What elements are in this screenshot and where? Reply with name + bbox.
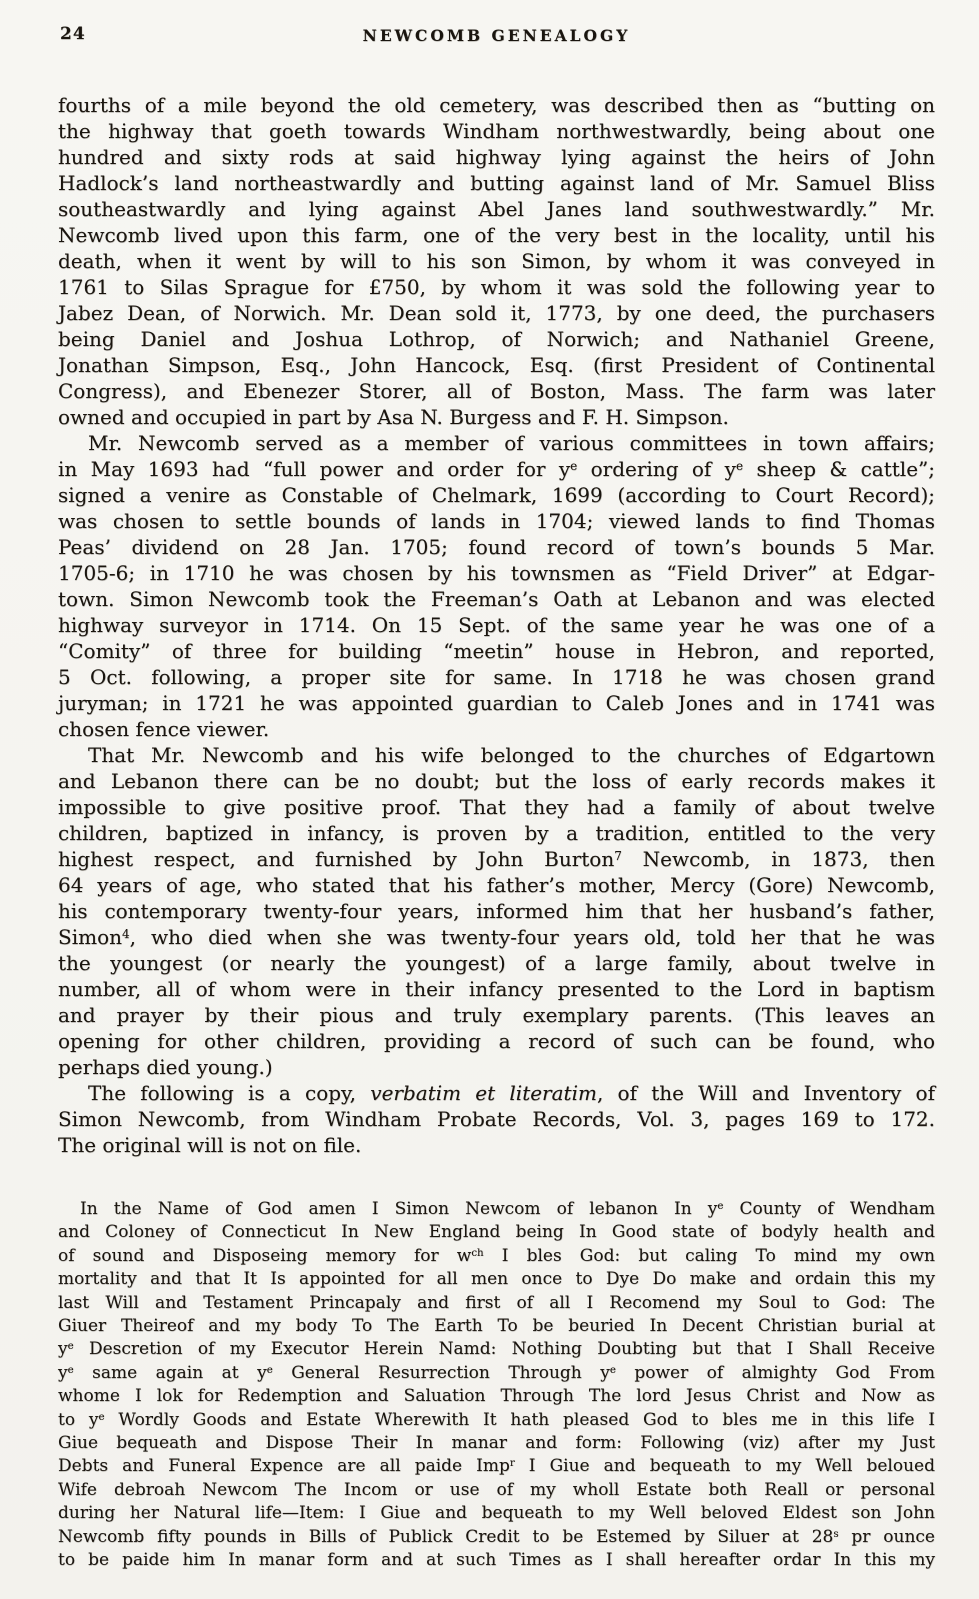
will-transcript-block — [58, 1198, 935, 1573]
page-number: 24 — [60, 24, 86, 44]
text-line: and Coloney of Connecticut In New England being In Good state of bodyly health and — [58, 1222, 935, 1243]
text-line: 1705-6; in 1710 he was chosen by his townsmen as “Field Driver” at Edgar- — [58, 561, 935, 585]
text-line: in May 1693 had “full power and order for $y^e$ ordering of $y^e$ sheep & cattle”; — [58, 457, 935, 481]
text-line: and Lebanon there can be no doubt; but the loss of early records makes it — [58, 769, 935, 793]
paragraph — [58, 92, 935, 430]
text-line: the youngest (or nearly the youngest) of a large family, about twelve in — [58, 951, 935, 975]
text-line: fourths of a mile beyond the old cemetery, was described then as “butting on — [58, 93, 935, 117]
text-line: Giuer Theireof and my body To The Earth To be beuried In Decent Christian burial at — [58, 1316, 935, 1337]
text-line: Simon Newcomb, from Windham Probate Records, Vol. 3, pages 169 to 172. — [58, 1107, 935, 1131]
text-line: signed a venire as Constable of Chelmark, 1699 (according to Court Record); — [58, 483, 935, 507]
text-line: hundred and sixty rods at said highway lying against the heirs of John — [58, 145, 935, 169]
text-line: perhaps died young.) — [58, 1055, 273, 1079]
text-line: impossible to give positive proof. That they had a family of about twelve — [58, 795, 935, 819]
text-line: his contemporary twenty-four years, informed him that her husband’s father, — [58, 899, 935, 923]
text-line: Simon$^4$, who died when she was twenty-four years old, told her that he was — [58, 925, 935, 949]
text-line: town. Simon Newcomb took the Freeman’s Oath at Lebanon and was elected — [58, 587, 935, 611]
text-line: The original will is not on file. — [58, 1133, 362, 1157]
paragraph — [58, 742, 935, 1080]
text-line: Wife debroah Newcom The Incom or use of my wholl Estate both Reall or personal — [58, 1479, 935, 1500]
text-line: children, baptized in infancy, is proven by a tradition, entitled to the very — [58, 821, 935, 845]
text-line: mortality and that It Is appointed for all men once to Dye Do make and ordain this my — [58, 1269, 935, 1290]
text-line: Newcomb fifty pounds in Bills of Publick Credit to be Estemed by Siluer at 28$^s$ pr ounce — [58, 1526, 935, 1547]
text-line: Debts and Funeral Expence are all paide Imp$^r$ I Giue and bequeath to my Well beloued — [58, 1456, 935, 1477]
text-line: highest respect, and furnished by John Burton$^7$ Newcomb, in 1873, then — [58, 847, 936, 871]
text-line: opening for other children, providing a record of such can be found, who — [58, 1029, 935, 1053]
paragraph — [58, 430, 935, 742]
text-line: $y^e$ Descretion of my Executor Herein Namd: Nothing Doubting but that I Shall Receive — [58, 1339, 935, 1360]
text-line: “Comity” of three for building “meetin” house in Hebron, and reported, — [58, 639, 935, 663]
text-line: highway surveyor in 1714. On 15 Sept. of the same year he was one of a — [58, 613, 935, 637]
text-line: last Will and Testament Princapaly and first of all I Recomend my Soul to God: The — [58, 1292, 935, 1313]
text-line: The following is a copy, verbatim et literatim, of the Will and Inventory of — [88, 1081, 935, 1105]
text-line: southeastwardly and lying against Abel Janes land southwestwardly.” Mr. — [58, 197, 935, 221]
text-line: Peas’ dividend on 28 Jan. 1705; found record of town’s bounds 5 Mar. — [58, 535, 935, 559]
text-line: In the Name of God amen I Simon Newcom of lebanon In $y^e$ County of Wendham — [80, 1199, 936, 1219]
paragraph — [58, 1080, 935, 1158]
text-line: That Mr. Newcomb and his wife belonged to the churches of Edgartown — [88, 743, 935, 767]
text-line: Congress), and Ebenezer Storer, all of Boston, Mass. The farm was later — [58, 379, 935, 403]
text-line: Mr. Newcomb served as a member of various committees in town affairs; — [88, 431, 935, 455]
text-line: was chosen to settle bounds of lands in 1704; viewed lands to find Thomas — [58, 509, 935, 533]
text-line: 5 Oct. following, a proper site for same. In 1718 he was chosen grand — [58, 665, 935, 689]
text-line: being Daniel and Joshua Lothrop, of Norwich; and Nathaniel Greene, — [58, 327, 935, 351]
text-line: the highway that goeth towards Windham northwestwardly, being about one — [58, 119, 935, 143]
text-line: juryman; in 1721 he was appointed guardian to Caleb Jones and in 1741 was — [58, 691, 935, 715]
text-line: $y^e$ same again at $y^e$ General Resurrection Through $y^e$ power of almighty God From — [58, 1362, 936, 1383]
text-line: Jabez Dean, of Norwich. Mr. Dean sold it, 1773, by one deed, the purchasers — [58, 301, 935, 325]
main-text-block — [58, 92, 935, 1158]
text-line: Giue bequeath and Dispose Their In manar and form: Following (viz) after my Just — [58, 1433, 935, 1454]
text-line: to be paide him In manar form and at such Times as I shall hereafter ordar In this my — [58, 1550, 935, 1571]
text-line: chosen fence viewer. — [58, 717, 270, 741]
text-line: Jonathan Simpson, Esq., John Hancock, Esq. (first President of Continental — [58, 353, 935, 377]
text-line: 64 years of age, who stated that his father’s mother, Mercy (Gore) Newcomb, — [58, 873, 935, 897]
page-header — [58, 24, 935, 48]
text-line: death, when it went by will to his son Simon, by whom it was conveyed in — [58, 249, 935, 273]
text-line: of sound and Disposeing memory for $w^{ch}$ I bles God: but caling To mind my own — [58, 1245, 935, 1266]
text-line: and prayer by their pious and truly exemplary parents. (This leaves an — [58, 1003, 935, 1027]
text-line: whome I lok for Redemption and Saluation Through The lord Jesus Christ and Now as — [58, 1386, 935, 1407]
running-title: NEWCOMB GENEALOGY — [362, 26, 631, 45]
text-line: owned and occupied in part by Asa N. Burgess and F. H. Simpson. — [58, 405, 729, 429]
text-line: 1761 to Silas Sprague for £750, by whom it was sold the following year to — [58, 275, 935, 299]
paragraph — [58, 1198, 935, 1573]
text-line: number, all of whom were in their infancy presented to the Lord in baptism — [58, 977, 935, 1001]
text-line: to $y^e$ Wordly Goods and Estate Wherewith It hath pleased God to bles me in this life I — [58, 1409, 936, 1430]
text-line: Newcomb lived upon this farm, one of the very best in the locality, until his — [58, 223, 935, 247]
text-line: Hadlock’s land northeastwardly and butting against land of Mr. Samuel Bliss — [58, 171, 935, 195]
text-line: during her Natural life—Item: I Giue and bequeath to my Well beloved Eldest son John — [58, 1503, 935, 1524]
